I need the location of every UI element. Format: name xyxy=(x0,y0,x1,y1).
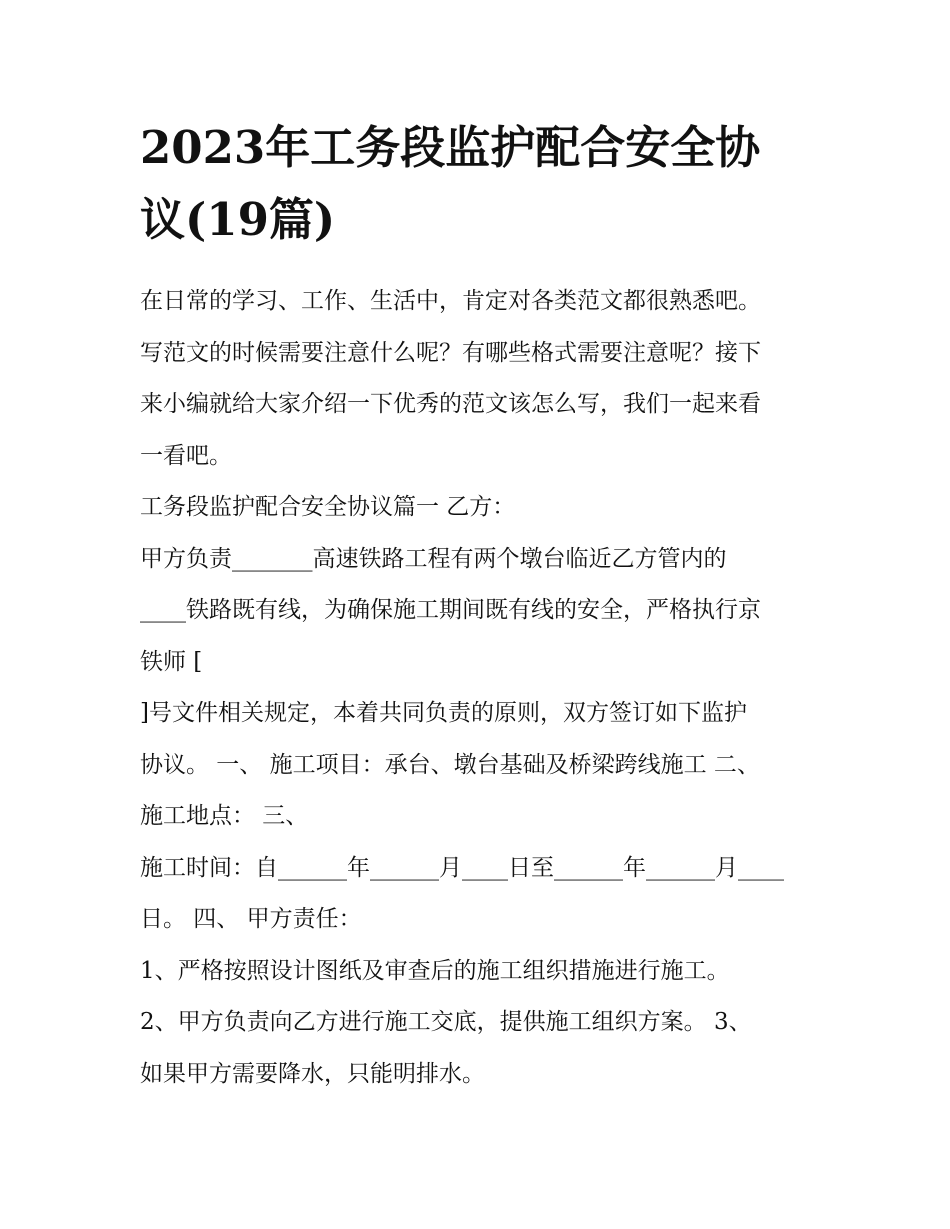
body-line-9: ]号文件相关规定，本着共同负责的原则，双方签订如下监护 xyxy=(140,700,747,726)
body-line-13: 日。 四、 甲方责任： xyxy=(140,906,362,932)
body-line-1: 在日常的学习、工作、生活中，肯定对各类范文都很熟悉吧。 xyxy=(140,288,761,314)
body-line-15: 2、甲方负责向乙方进行施工交底，提供施工组织方案。 3、 xyxy=(140,1009,752,1035)
document-title xyxy=(140,112,820,256)
body-line-6: 甲方负责_______高速铁路工程有两个墩台临近乙方管内的 xyxy=(140,545,727,572)
document-body xyxy=(140,276,820,1100)
body-line-16: 如果甲方需要降水，只能明排水。 xyxy=(140,1060,485,1087)
title-line-1: 2023年工务段监护配合安全协 xyxy=(140,121,761,174)
body-line-11: 施工地点： 三、 xyxy=(140,803,309,829)
body-line-3: 来小编就给大家介绍一下优秀的范文该怎么写，我们一起来看 xyxy=(140,391,761,417)
body-line-8: 铁师 [ xyxy=(140,648,203,675)
body-line-2: 写范文的时候需要注意什么呢？有哪些格式需要注意呢？接下 xyxy=(140,339,761,366)
body-line-5: 工务段监护配合安全协议篇一 乙方： xyxy=(140,494,516,520)
body-line-4: 一看吧。 xyxy=(140,442,232,469)
body-line-10: 协议。 一、 施工项目：承台、墩台基础及桥梁跨线施工 二、 xyxy=(140,751,760,778)
body-line-12: 施工时间：自______年______月____日至______年______月____ xyxy=(140,854,784,881)
body-line-14: 1、严格按照设计图纸及审查后的施工组织措施进行施工。 xyxy=(140,957,730,984)
body-line-7: ____铁路既有线，为确保施工期间既有线的安全，严格执行京 xyxy=(140,597,761,623)
title-line-2: 议(19篇) xyxy=(140,193,336,246)
